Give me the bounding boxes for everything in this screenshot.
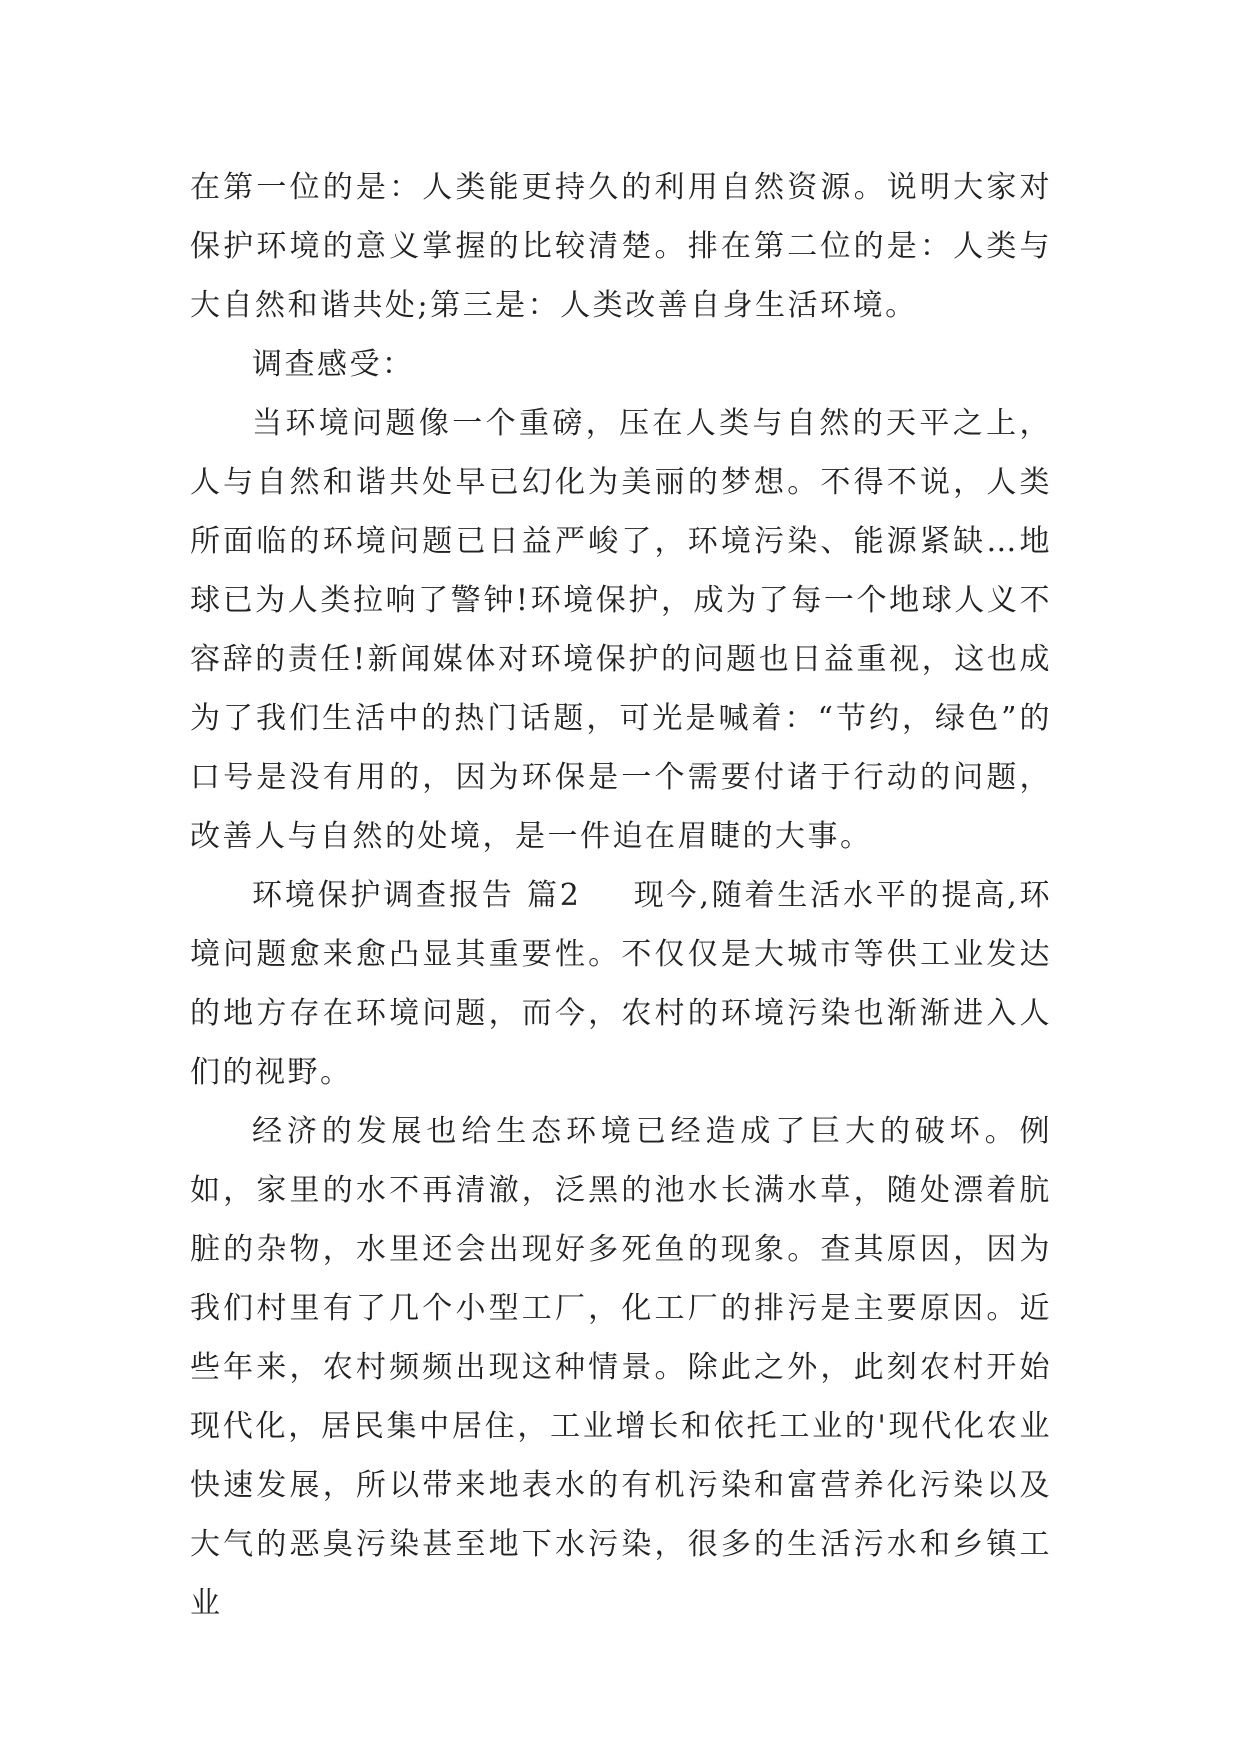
paragraph-survey-feelings-heading: 调查感受： bbox=[252, 347, 415, 382]
document-body bbox=[190, 158, 1052, 1633]
paragraph-economic-development: 经济的发展也给生态环境已经造成了巨大的破坏。例如，家里的水不再清澈，泛黑的池水长满水草，随处漂着肮脏的杂物，水里还会出现好多死鱼的现象。查其原因，因为我们村里有了几个小型工厂，化工厂的排污是主要原因。近些年来，农村频频出现这种情景。除此之外，此刻农村开始现代化，居民集中居住，工业增长和依托工业的'现代化农业快速发展，所以带来地表水的有机污染和富营养化污染以及大气的恶臭污染甚至地下水污染，很多的生活污水和乡镇工业 bbox=[190, 1114, 1052, 1621]
report-2-heading: 环境保护调查报告 篇2 bbox=[252, 878, 582, 913]
report-2-text: 现今,随着生活水平的提高,环境问题愈来愈凸显其重要性。不仅仅是大城市等供工业发达的地方存在环境问题，而今，农村的环境污染也渐渐进入人们的视野。 bbox=[190, 878, 1052, 1090]
paragraph-survey-feelings: 当环境问题像一个重磅，压在人类与自然的天平之上，人与自然和谐共处早已幻化为美丽的梦想。不得不说，人类所面临的环境问题已日益严峻了，环境污染、能源紧缺…地球已为人类拉响了警钟!环境保护，成为了每一个地球人义不容辞的责任!新闻媒体对环境保护的问题也日益重视，这也成为了我们生活中的热门话题，可光是喊着：“节约，绿色”的口号是没有用的，因为环保是一个需要付诸于行动的问题，改善人与自然的处境，是一件迫在眉睫的大事。 bbox=[190, 406, 1052, 854]
paragraph-survey-results: 在第一位的是：人类能更持久的利用自然资源。说明大家对保护环境的意义掌握的比较清楚。排在第二位的是：人类与大自然和谐共处;第三是：人类改善自身生活环境。 bbox=[190, 170, 1052, 323]
paragraph-report-2 bbox=[190, 866, 1052, 1102]
